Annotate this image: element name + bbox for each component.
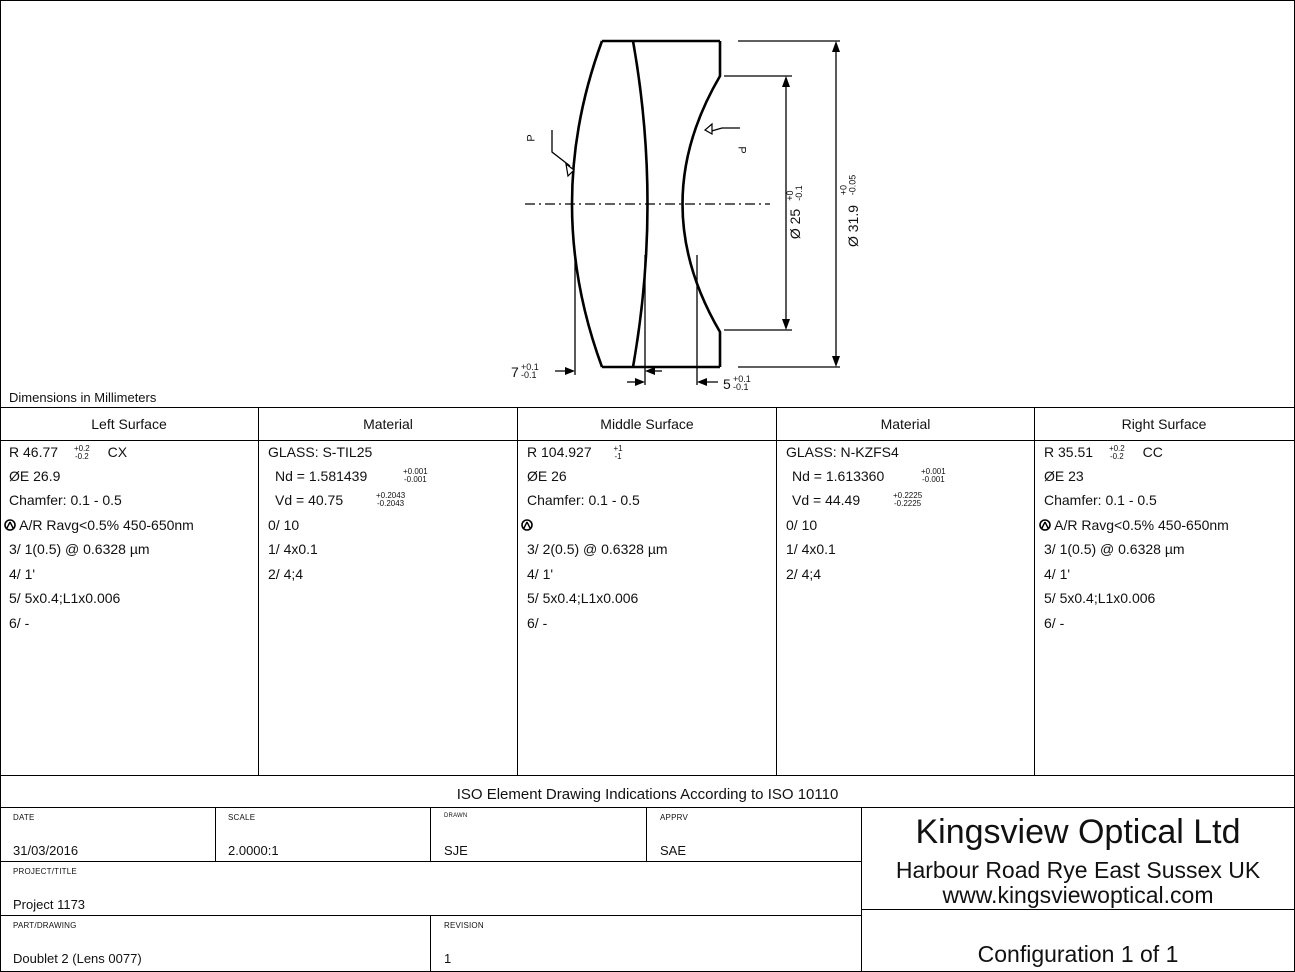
apprv-label: APPRV [660, 813, 688, 822]
mat1-item-0: 0/ 10 [268, 517, 300, 533]
middle-item-4: 4/ 1' [527, 566, 554, 582]
mat2-nd: Nd = 1.613360 [792, 468, 885, 484]
right-radius: R 35.51 +0.2 -0.2 CC [1044, 444, 1163, 462]
coating-symbol-icon [4, 519, 16, 531]
outer-diameter-label: Ø 31.9 [845, 204, 862, 248]
middle-chamfer: Chamfer: 0.1 - 0.5 [527, 492, 640, 508]
left-item-3: 3/ 1(0.5) @ 0.6328 µm [9, 541, 150, 557]
drawn-value: SJE [444, 843, 468, 858]
header-middle-surface: Middle Surface [600, 416, 694, 432]
right-clear-aperture: ØE 23 [1044, 468, 1084, 484]
mat2-item-1: 1/ 4x0.1 [786, 541, 836, 557]
clear-diameter-tolerance: +0 -0.1 [784, 185, 804, 201]
right-chamfer: Chamfer: 0.1 - 0.5 [1044, 492, 1157, 508]
company-website[interactable]: www.kingsviewoptical.com [942, 882, 1214, 908]
left-item-4: 4/ 1' [9, 566, 36, 582]
left-chamfer: Chamfer: 0.1 - 0.5 [9, 492, 122, 508]
header-right-surface: Right Surface [1121, 416, 1207, 432]
mat2-glass: GLASS: N-KZFS4 [786, 444, 899, 460]
mat1-nd: Nd = 1.581439 [275, 468, 368, 484]
configuration-label: Configuration 1 of 1 [977, 941, 1179, 967]
part-value: Doublet 2 (Lens 0077) [13, 951, 142, 966]
mat2-item-0: 0/ 10 [786, 517, 818, 533]
mat1-nd-tolerance: +0.001 -0.001 [403, 467, 428, 484]
mat1-item-1: 1/ 4x0.1 [268, 541, 318, 557]
outer-diameter-tolerance: +0 -0.05 [838, 174, 858, 196]
scale-value: 2.0000:1 [228, 843, 279, 858]
mat2-vd-tolerance: +0.2225 -0.2225 [893, 491, 923, 508]
right-coating: A/R Ravg<0.5% 450-650nm [1039, 517, 1229, 533]
left-radius: R 46.77 +0.2 -0.2 CX [9, 444, 128, 462]
date-label: DATE [13, 813, 35, 822]
part-label: PART/DRAWING [13, 921, 77, 930]
middle-item-3: 3/ 2(0.5) @ 0.6328 µm [527, 541, 668, 557]
scale-label: SCALE [228, 813, 256, 822]
left-item-6: 6/ - [9, 615, 30, 631]
middle-clear-aperture: ØE 26 [527, 468, 567, 484]
lens-drawing [0, 0, 1295, 410]
project-label: PROJECT/TITLE [13, 867, 77, 876]
project-value: Project 1173 [13, 897, 86, 912]
revision-label: REVISION [444, 921, 484, 930]
header-material-1: Material [363, 416, 413, 432]
finish-mark-right: P [735, 146, 748, 154]
clear-diameter-label: Ø 25 [787, 208, 804, 240]
mat2-nd-tolerance: +0.001 -0.001 [921, 467, 946, 484]
mat1-glass: GLASS: S-TIL25 [268, 444, 373, 460]
mat2-vd: Vd = 44.49 [792, 492, 861, 508]
middle-coating [521, 517, 533, 533]
header-material-2: Material [880, 416, 931, 432]
header-left-surface: Left Surface [91, 416, 167, 432]
drawn-label: DRAWN [444, 813, 468, 819]
middle-item-6: 6/ - [527, 615, 548, 631]
thickness-1-tolerance: +0.1 -0.1 [521, 362, 539, 380]
middle-radius: R 104.927 +1 -1 [527, 444, 623, 462]
thickness-2-label: 5 [723, 376, 731, 392]
left-item-5: 5/ 5x0.4;L1x0.006 [9, 590, 121, 606]
mat1-vd: Vd = 40.75 [275, 492, 344, 508]
finish-mark-left: P [525, 134, 538, 142]
mat1-vd-tolerance: +0.2043 -0.2043 [376, 491, 406, 508]
coating-symbol-icon [1039, 519, 1051, 531]
left-clear-aperture: ØE 26.9 [9, 468, 61, 484]
middle-item-5: 5/ 5x0.4;L1x0.006 [527, 590, 639, 606]
right-item-6: 6/ - [1044, 615, 1065, 631]
mat1-item-2: 2/ 4;4 [268, 566, 304, 582]
company-address: Harbour Road Rye East Sussex UK [895, 857, 1261, 883]
coating-symbol-icon [521, 519, 533, 531]
thickness-2-tolerance: +0.1 -0.1 [733, 374, 751, 392]
date-value: 31/03/2016 [13, 843, 79, 858]
units-note: Dimensions in Millimeters [9, 390, 157, 405]
mat2-item-2: 2/ 4;4 [786, 566, 822, 582]
apprv-value: SAE [660, 843, 687, 858]
right-item-4: 4/ 1' [1044, 566, 1071, 582]
right-item-5: 5/ 5x0.4;L1x0.006 [1044, 590, 1156, 606]
right-item-3: 3/ 1(0.5) @ 0.6328 µm [1044, 541, 1185, 557]
iso-note: ISO Element Drawing Indications According to ISO 10110 [456, 786, 839, 803]
thickness-1-label: 7 [511, 364, 519, 380]
revision-value: 1 [444, 951, 452, 966]
left-coating: A/R Ravg<0.5% 450-650nm [4, 517, 194, 533]
company-name: Kingsview Optical Ltd [915, 813, 1241, 851]
